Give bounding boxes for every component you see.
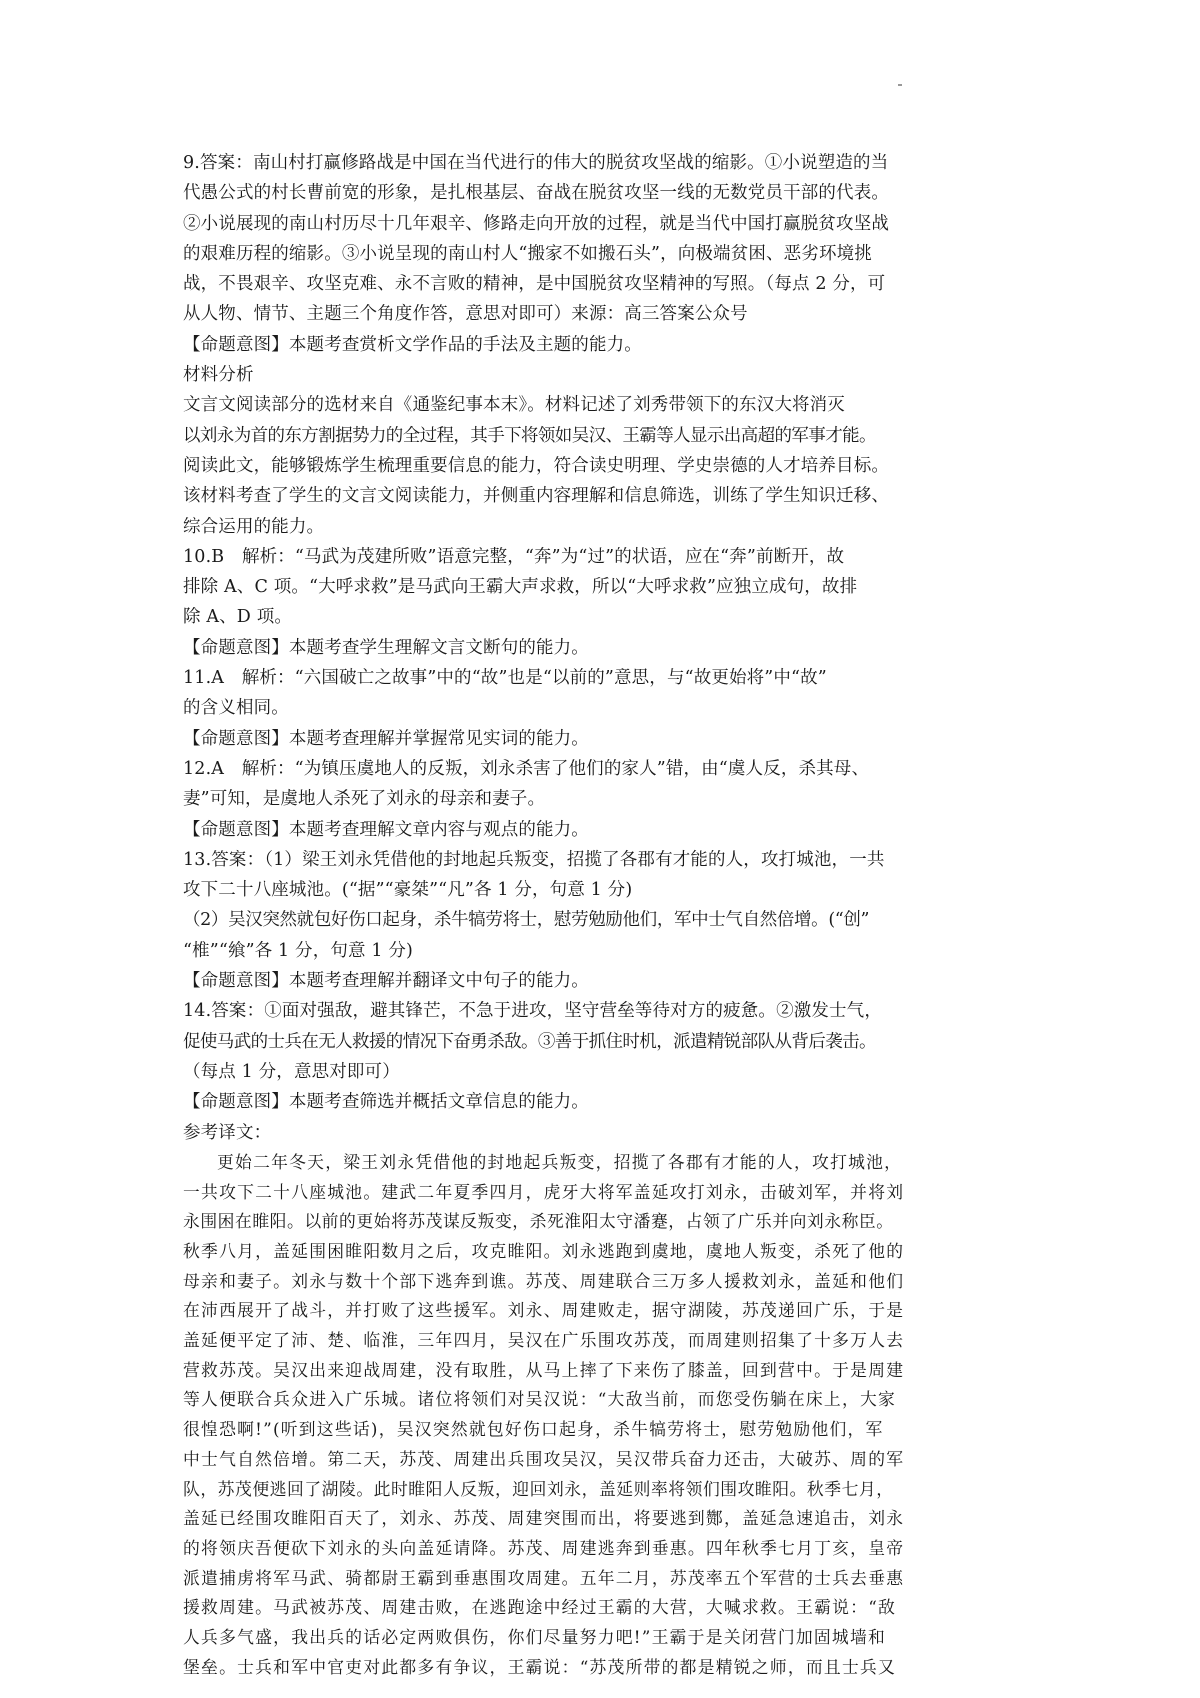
translation-line-12: 队，苏茂便逃回了湖陵。此时睢阳人反叛，迎回刘永，盖延则率将领们围攻睢阳。秋季七月，: [183, 1478, 894, 1499]
translation-heading: 参考译文：: [183, 1122, 272, 1143]
translation-line-11: 中士气自然倍增。第二天，苏茂、周建出兵围攻吴汉，吴汉带兵奋力还击，大破苏、周的军: [183, 1448, 905, 1469]
q13-answer-line-3: （2）吴汉突然就包好伤口起身，杀牛犒劳将士，慰劳勉励他们，军中士气自然倍增。(“创”: [183, 910, 870, 931]
translation-line-2: 一共攻下二十八座城池。建武二年夏季四月，虎牙大将军盖延攻打刘永，击破刘军，并将刘: [183, 1181, 905, 1202]
q9-answer-line-1: 9.答案：南山村打赢修路战是中国在当代进行的伟大的脱贫攻坚战的缩影。①小说塑造的当: [183, 153, 889, 173]
q9-intent: 【命题意图】本题考查赏析文学作品的手法及主题的能力。: [183, 334, 642, 355]
q10-answer-line-1: 10.B 解析：“马武为茂建所败”语意完整，“奔”为“过”的状语，应在“奔”前断开，故: [183, 546, 845, 567]
translation-line-18: 堡垒。士兵和军中官吏对此都多有争议，王霸说：“苏茂所带的都是精锐之师，而且士兵又: [183, 1656, 897, 1677]
translation-line-9: 等人便联合兵众进入广乐城。诸位将领们对吴汉说：“大敌当前，而您受伤躺在床上，大家: [183, 1389, 897, 1410]
translation-line-6: 在沛西展开了战斗，并打败了这些援军。刘永、周建败走，据守湖陵，苏茂递回广乐，于是: [183, 1300, 905, 1321]
q14-intent: 【命题意图】本题考查筛选并概括文章信息的能力。: [183, 1092, 589, 1113]
q14-answer-line-2: 促使马武的士兵在无人救援的情况下奋勇杀敌。③善于抓住时机，派遣精锐部队从背后袭击。: [183, 1031, 876, 1052]
translation-line-7: 盖延便平定了沛、楚、临淮，三年四月，吴汉在广乐围攻苏茂，而周建则招集了十多万人去: [183, 1330, 905, 1351]
q14-answer-line-3: （每点 1 分，意思对即可）: [183, 1061, 400, 1082]
translation-line-3: 永围困在睢阳。以前的更始将苏茂谋反叛变，杀死淮阳太守潘蹇，占领了广乐并向刘永称臣。: [183, 1211, 894, 1232]
translation-line-4: 秋季八月，盖延围困睢阳数月之后，攻克睢阳。刘永逃跑到虞地，虞地人叛变，杀死了他的: [183, 1240, 905, 1261]
q11-intent: 【命题意图】本题考查理解并掌握常见实词的能力。: [183, 728, 589, 749]
q9-answer-line-3: ②小说展现的南山村历尽十几年艰辛、修路走向开放的过程，就是当代中国打赢脱贫攻坚战: [183, 213, 889, 234]
answer-page: [183, 148, 1043, 1682]
q12-answer-line-2: 妻”可知，是虞地人杀死了刘永的母亲和妻子。: [183, 789, 546, 810]
material-analysis-line-5: 综合运用的能力。: [183, 516, 325, 537]
translation-line-13: 盖延已经围攻睢阳百天了，刘永、苏茂、周建突围而出，将要逃到酂，盖延急速追击，刘永: [183, 1508, 905, 1529]
translation-line-17: 人兵多气盛，我出兵的话必定两败俱伤，你们尽量努力吧!”王霸于是关闭营门加固城墙和: [183, 1627, 887, 1648]
q14-answer-line-1: 14.答案：①面对强敌，避其锋芒，不急于进攻，坚守营垒等待对方的疲惫。②激发士气，: [183, 1001, 882, 1022]
q13-intent: 【命题意图】本题考查理解并翻译文中句子的能力。: [183, 971, 589, 992]
q9-answer-line-6: 从人物、情节、主题三个角度作答，意思对即可）来源：高三答案公众号: [183, 304, 748, 325]
q10-intent: 【命题意图】本题考查学生理解文言文断句的能力。: [183, 637, 589, 658]
material-analysis-heading: 材料分析: [183, 365, 254, 386]
translation-line-1: 更始二年冬天，梁王刘永凭借他的封地起兵叛变，招揽了各郡有才能的人，攻打城池，: [217, 1151, 903, 1172]
translation-line-16: 援救周建。马武被苏茂、周建击败，在逃跑途中经过王霸的大营，大喊求救。王霸说：“敌: [183, 1597, 897, 1618]
q9-answer-line-5: 战，不畏艰辛、攻坚克难、永不言败的精神，是中国脱贫攻坚精神的写照。（每点 2 分，可: [183, 274, 886, 295]
translation-line-10: 很惶恐啊!”(听到这些话)，吴汉突然就包好伤口起身，杀牛犒劳将士，慰劳勉励他们，军: [183, 1419, 884, 1440]
material-analysis-line-2: 以刘永为首的东方割据势力的全过程，其手下将领如吴汉、王霸等人显示出高超的军事才能。: [183, 425, 876, 446]
q10-answer-line-2: 排除 A、C 项。“大呼求救”是马武向王霸大声求救，所以“大呼求救”应独立成句，故排: [183, 577, 858, 598]
translation-line-8: 营救苏茂。吴汉出来迎战周建，没有取胜，从马上摔了下来伤了膝盖，回到营中。于是周建: [183, 1359, 905, 1380]
q13-answer-line-2: 攻下二十八座城池。(“据”“豪桀”“凡”各 1 分，句意 1 分): [183, 880, 633, 901]
material-analysis-line-3: 阅读此文，能够锻炼学生梳理重要信息的能力，符合读史明理、学史崇德的人才培养目标。: [183, 455, 889, 476]
q9-answer-line-4: 的艰难历程的缩影。③小说呈现的南山村人“搬家不如搬石头”，向极端贫困、恶劣环境挑: [183, 243, 872, 264]
q13-answer-line-1: 13.答案：（1）梁王刘永凭借他的封地起兵叛变，招揽了各郡有才能的人，攻打城池，一共: [183, 849, 885, 870]
q9-answer-line-2: 代愚公式的村长曹前宽的形象，是扎根基层、奋战在脱贫攻坚一线的无数党员干部的代表。: [183, 183, 889, 204]
translation-line-15: 派遣捕虏将军马武、骑都尉王霸到垂惠围攻周建。五年二月，苏茂率五个军营的士兵去垂惠: [183, 1567, 905, 1588]
q13-answer-line-4: “椎”“飨”各 1 分，句意 1 分): [183, 940, 413, 961]
q10-answer-line-3: 除 A、D 项。: [183, 607, 292, 628]
scan-mark: [898, 84, 902, 86]
translation-line-5: 母亲和妻子。刘永与数十个部下逃奔到谯。苏茂、周建联合三万多人援救刘永，盖延和他们: [183, 1270, 905, 1291]
material-analysis-line-4: 该材料考查了学生的文言文阅读能力，并侧重内容理解和信息筛选，训练了学生知识迁移、: [183, 486, 889, 507]
q11-answer-line-1: 11.A 解析：“六国破亡之故事”中的“故”也是“以前的”意思，与“故更始将”中“故”: [183, 668, 827, 689]
material-analysis-line-1: 文言文阅读部分的选材来自《通鉴纪事本末》。材料记述了刘秀带领下的东汉大将消灭: [183, 395, 845, 416]
translation-line-14: 的将领庆吾便砍下刘永的头向盖延请降。苏茂、周建逃奔到垂惠。四年秋季七月丁亥，皇帝: [183, 1537, 905, 1558]
q11-answer-line-2: 的含义相同。: [183, 698, 289, 719]
q12-answer-line-1: 12.A 解析：“为镇压虞地人的反叛，刘永杀害了他们的家人”错，由“虞人反，杀其母、: [183, 758, 870, 779]
q12-intent: 【命题意图】本题考查理解文章内容与观点的能力。: [183, 819, 589, 840]
